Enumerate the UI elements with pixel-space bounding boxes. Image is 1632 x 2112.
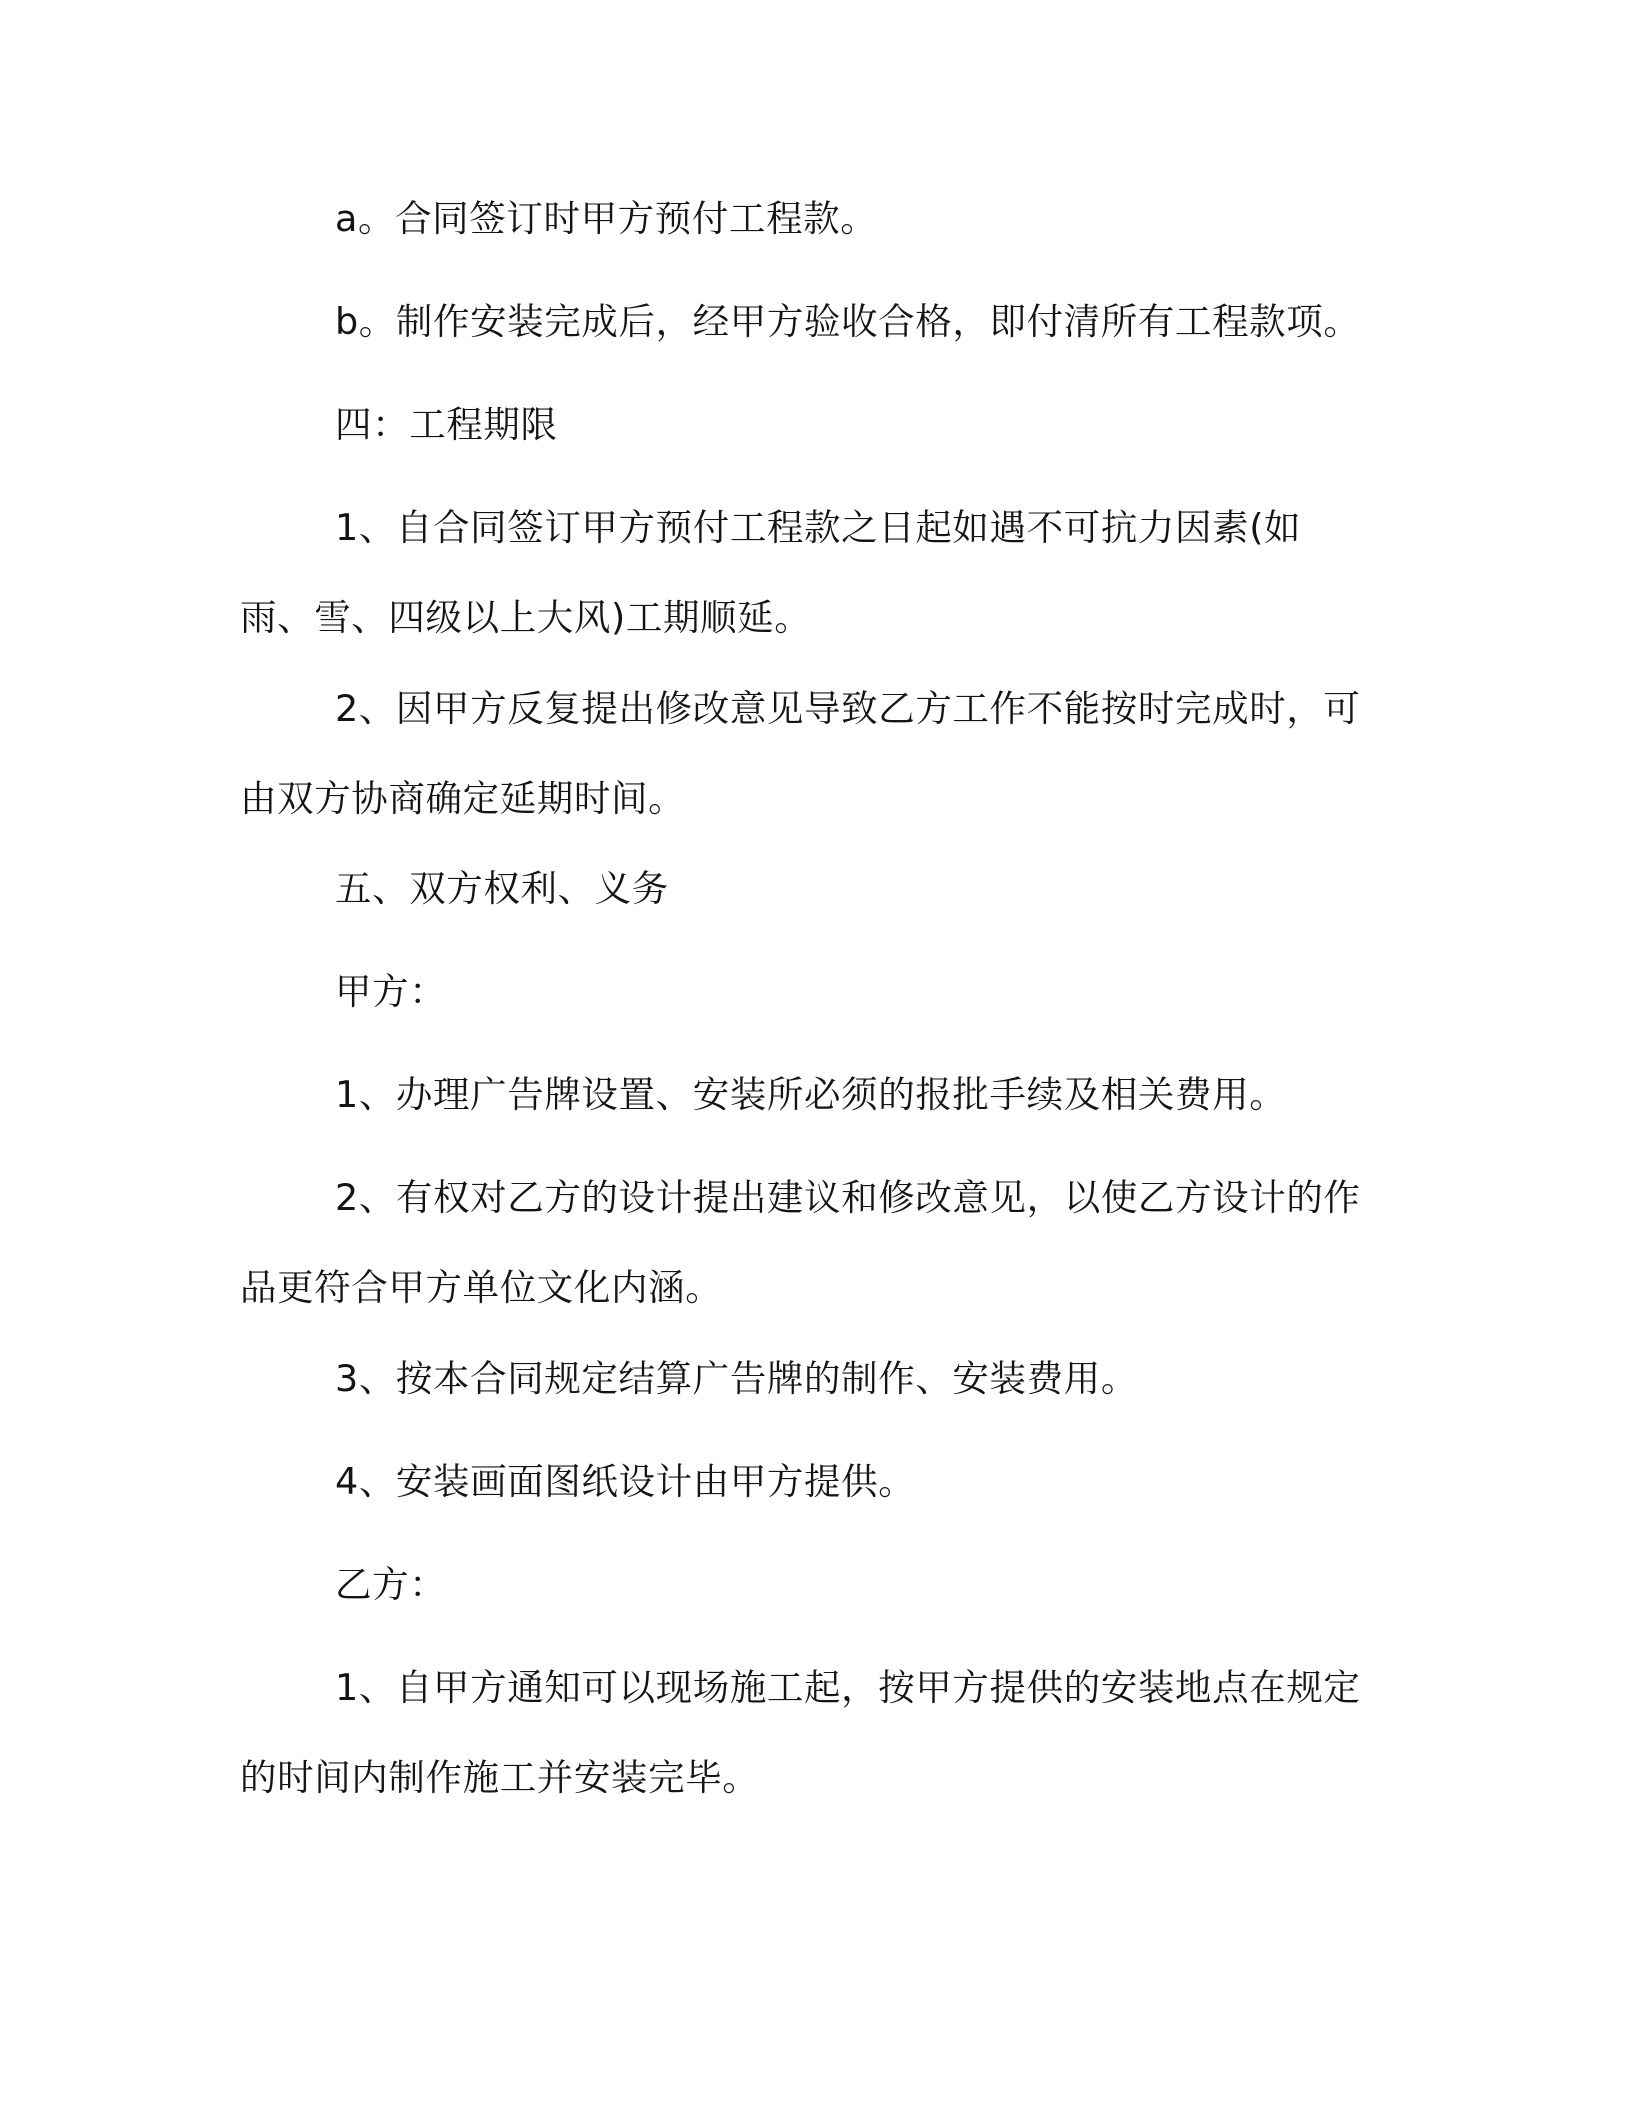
party-a-item-2: 2、有权对乙方的设计提出建议和修改意见，以使乙方设计的作品更符合甲方单位文化内涵。 [240, 1176, 1361, 1309]
paragraph-payment-b: b。制作安装完成后，经甲方验收合格，即付清所有工程款项。 [335, 300, 1361, 343]
paragraph-period-1: 1、自合同签订甲方预付工程款之日起如遇不可抗力因素(如雨、雪、四级以上大风)工期顺延。 [240, 506, 1302, 639]
party-b-item-1: 1、自甲方通知可以现场施工起，按甲方提供的安装地点在规定的时间内制作施工并安装完毕。 [240, 1666, 1361, 1799]
section-heading-rights-obligations: 五、双方权利、义务 [335, 867, 669, 910]
party-b-heading: 乙方： [335, 1563, 447, 1606]
party-a-item-4: 4、安装画面图纸设计由甲方提供。 [335, 1460, 916, 1503]
paragraph-payment-a: a。合同签订时甲方预付工程款。 [335, 197, 878, 240]
paragraph-period-2: 2、因甲方反复提出修改意见导致乙方工作不能按时完成时，可由双方协商确定延期时间。 [240, 687, 1361, 820]
party-a-item-1: 1、办理广告牌设置、安装所必须的报批手续及相关费用。 [335, 1073, 1287, 1116]
section-heading-project-period: 四：工程期限 [335, 403, 558, 446]
party-a-item-3: 3、按本合同规定结算广告牌的制作、安装费用。 [335, 1357, 1138, 1400]
party-a-heading: 甲方： [335, 970, 447, 1013]
